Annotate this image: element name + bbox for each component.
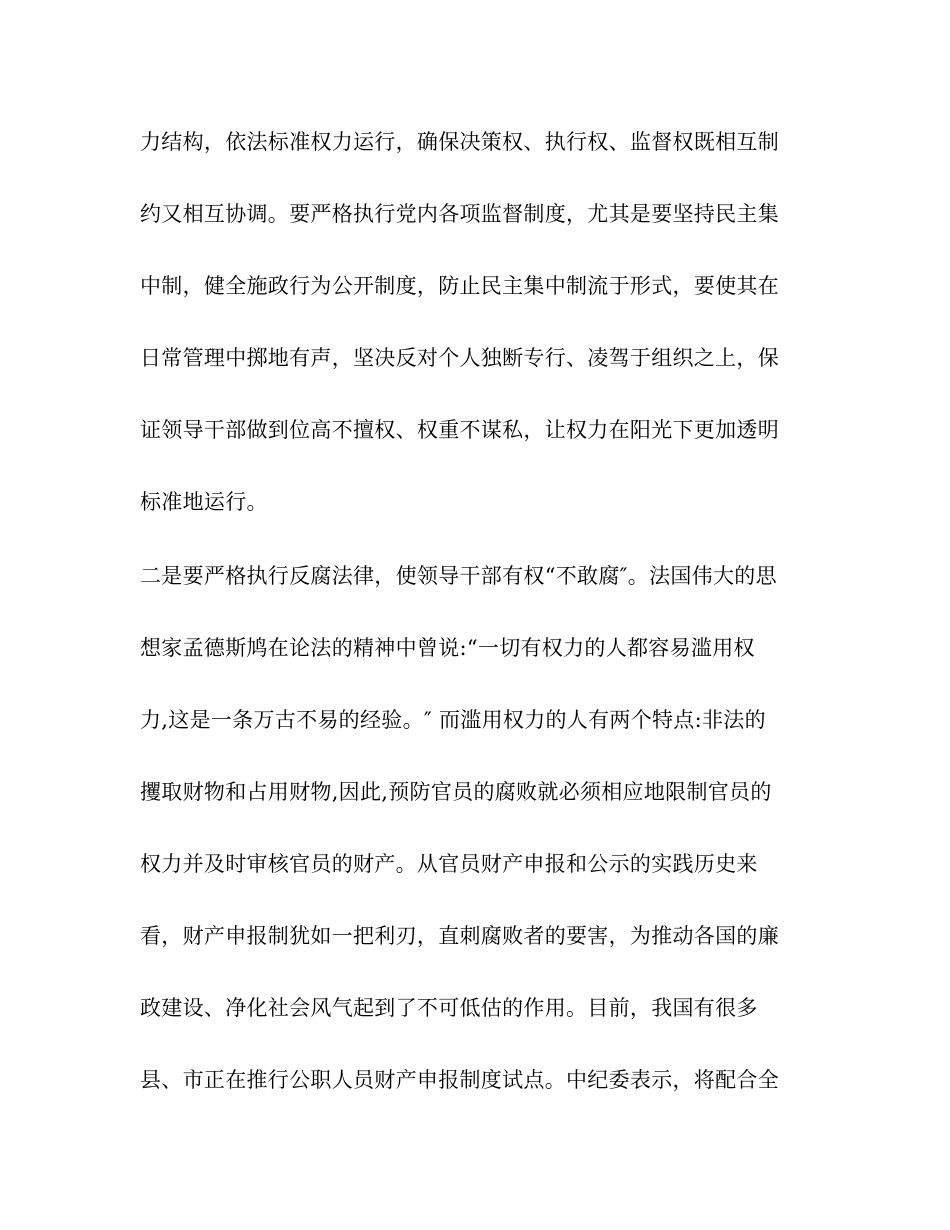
text-line: 县、市正在推行公职人员财产申报制度试点。中纪委表示，将配合全 [140,1068,779,1092]
text-line: 攫取财物和占用财物,因此,预防官员的腐败就必须相应地限制官员的 [140,780,772,804]
text-line: 力,这是一条万古不易的经验。″ 而滥用权力的人有两个特点:非法的 [140,708,766,732]
text-line: 中制，健全施政行为公开制度，防止民主集中制流于形式，要使其在 [140,274,779,298]
text-line: 力结构，依法标准权力运行，确保决策权、执行权、监督权既相互制 [140,130,779,154]
text-line: 约又相互协调。要严格执行党内各项监督制度，尤其是要坚持民主集 [140,202,779,226]
text-line: 二是要严格执行反腐法律，使领导干部有权“不敢腐″。法国伟大的思 [140,564,777,588]
text-line: 政建设、净化社会风气起到了不可低估的作用。目前，我国有很多 [140,996,758,1020]
text-line: 想家孟德斯鸠在论法的精神中曾说:“一切有权力的人都容易滥用权 [140,636,755,660]
text-line: 标准地运行。 [140,490,268,514]
text-line: 日常管理中掷地有声，坚决反对个人独断专行、凌驾于组织之上，保 [140,346,779,370]
text-line: 证领导干部做到位高不擅权、权重不谋私，让权力在阳光下更加透明 [140,418,779,442]
text-line: 看，财产申报制犹如一把利刃，直刺腐败者的要害，为推动各国的廉 [140,924,779,948]
text-line: 权力并及时审核官员的财产。从官员财产申报和公示的实践历史来 [140,852,758,876]
